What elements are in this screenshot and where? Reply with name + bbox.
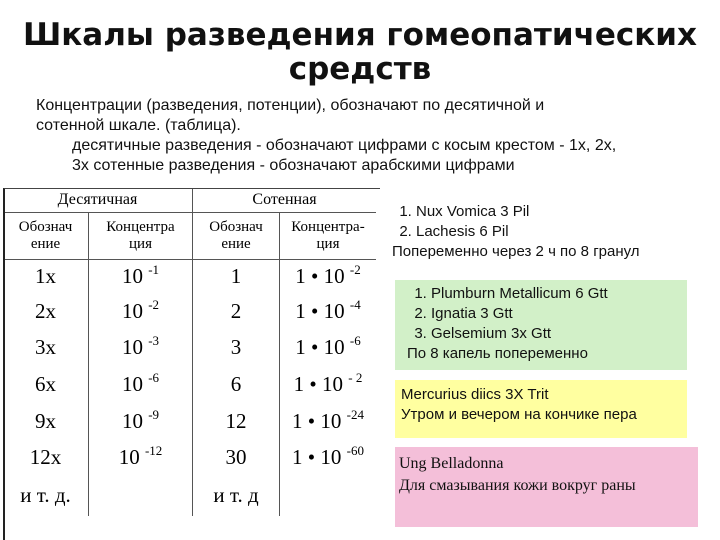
decimal-concentration [89, 404, 193, 440]
concentration-base: 1 • 10 [295, 335, 350, 359]
decimal-designation: 9х [3, 404, 89, 440]
remedy-list [407, 284, 687, 344]
col-header-text: ение [221, 236, 251, 252]
centesimal-designation: 12 [193, 404, 280, 440]
centesimal-designation: 6 [193, 366, 280, 404]
dosage-note: Для смазывания кожи вокруг раны [399, 477, 636, 494]
concentration-exponent: -6 [349, 333, 361, 348]
intro-text [36, 96, 706, 176]
table-row [3, 260, 376, 294]
decimal-designation: 6х [3, 366, 89, 404]
prescription-box-4 [395, 447, 698, 527]
decimal-designation: 12х [3, 440, 89, 476]
col-header-text: ение [30, 236, 61, 252]
concentration-exponent: -4 [349, 297, 361, 312]
col-header-concentration-decimal [89, 213, 193, 260]
col-header-text: Обознач [209, 219, 263, 235]
table-row [3, 476, 376, 516]
table-group-header-row [3, 188, 376, 213]
concentration-base: 1 • 10 [295, 264, 350, 289]
centesimal-designation: 2 [193, 294, 280, 330]
remedy-list [392, 202, 692, 242]
list-item: 1. Nux Vomica 3 Pil [416, 202, 692, 222]
concentration-exponent: -2 [349, 262, 361, 278]
col-header-designation-centesimal [193, 213, 280, 260]
col-header-text: Концентра- [291, 219, 365, 235]
dosage-note: Утром и вечером на кончике пера [401, 406, 637, 423]
concentration-exponent: -3 [148, 333, 160, 348]
concentration-base: 10 [121, 372, 149, 396]
table-row [3, 366, 376, 404]
title-line-1: Шкалы разведения гомеопатических [22, 17, 698, 53]
empty-cell [280, 476, 377, 516]
centesimal-concentration [280, 294, 377, 330]
centesimal-designation: 30 [193, 440, 280, 476]
centesimal-designation: 3 [193, 330, 280, 366]
decimal-concentration [89, 366, 193, 404]
list-item: 2. Lachesis 6 Pil [416, 222, 692, 242]
table-row [3, 404, 376, 440]
concentration-exponent: -1 [148, 262, 160, 278]
concentration-base: 10 [121, 264, 149, 289]
remedy-name: Mercurius diics 3X Trit [401, 386, 549, 403]
concentration-base: 10 [121, 335, 149, 359]
intro-line-3: десятичные разведения - обозначают цифрами с косым крестом - 1х, 2х, [72, 137, 617, 154]
concentration-exponent: -6 [148, 370, 160, 385]
centesimal-concentration [280, 440, 377, 476]
col-header-text: Концентра [106, 219, 175, 235]
concentration-base: 10 [118, 445, 145, 469]
table-row [3, 294, 376, 330]
concentration-exponent: -60 [346, 443, 364, 458]
table-column-header-row [3, 213, 376, 260]
centesimal-designation: 1 [193, 260, 280, 294]
dilution-scales-table [3, 188, 376, 516]
col-header-text: ция [316, 236, 340, 252]
decimal-concentration [89, 440, 193, 476]
concentration-exponent: -9 [148, 407, 160, 422]
centesimal-concentration [280, 404, 377, 440]
remedy-name: Ung Belladonna [399, 455, 504, 472]
group-header-centesimal: Сотенная [193, 188, 377, 213]
col-header-designation-decimal [3, 213, 89, 260]
concentration-base: 10 [121, 409, 149, 433]
concentration-base: 1 • 10 [292, 409, 347, 433]
decimal-designation: 3х [3, 330, 89, 366]
intro-line-1: Концентрации (разведения, потенции), обозначают по десятичной и [36, 97, 545, 114]
dosage-note: По 8 капель попеременно [407, 345, 588, 362]
col-header-text: Обознач [18, 219, 73, 235]
empty-cell [89, 476, 193, 516]
list-item: 2. Ignatia 3 Gtt [431, 304, 687, 324]
concentration-base: 1 • 10 [295, 299, 350, 323]
page-title [0, 18, 720, 86]
group-header-decimal: Десятичная [3, 188, 193, 213]
prescription-box-1 [386, 198, 692, 268]
concentration-base: 1 • 10 [293, 372, 349, 396]
concentration-exponent: -2 [148, 297, 160, 312]
concentration-exponent: -24 [346, 407, 364, 422]
table-row [3, 440, 376, 476]
dosage-note: Попеременно через 2 ч по 8 гранул [392, 243, 640, 260]
centesimal-concentration [280, 366, 377, 404]
intro-line-2: сотенной шкале. (таблица). [36, 117, 241, 134]
decimal-etc: и т. д. [3, 476, 89, 516]
decimal-concentration [89, 330, 193, 366]
concentration-base: 1 • 10 [292, 445, 347, 469]
decimal-concentration [89, 260, 193, 294]
centesimal-etc: и т. д [193, 476, 280, 516]
list-item: 1. Plumburn Metallicum 6 Gtt [431, 284, 687, 304]
decimal-concentration [89, 294, 193, 330]
intro-line-4: 3х сотенные разведения - обозначают арабскими цифрами [72, 157, 515, 174]
concentration-exponent: -12 [144, 443, 163, 458]
prescription-box-3 [395, 380, 687, 438]
concentration-exponent: - 2 [348, 370, 363, 385]
prescription-box-2 [395, 280, 687, 370]
col-header-text: ция [129, 236, 152, 252]
title-line-2: средств [288, 51, 432, 87]
col-header-concentration-centesimal [280, 213, 377, 260]
centesimal-concentration [280, 260, 377, 294]
decimal-designation: 1х [3, 260, 89, 294]
table-row [3, 330, 376, 366]
concentration-base: 10 [121, 299, 149, 323]
list-item: 3. Gelsemium 3x Gtt [431, 324, 687, 344]
decimal-designation: 2х [3, 294, 89, 330]
centesimal-concentration [280, 330, 377, 366]
